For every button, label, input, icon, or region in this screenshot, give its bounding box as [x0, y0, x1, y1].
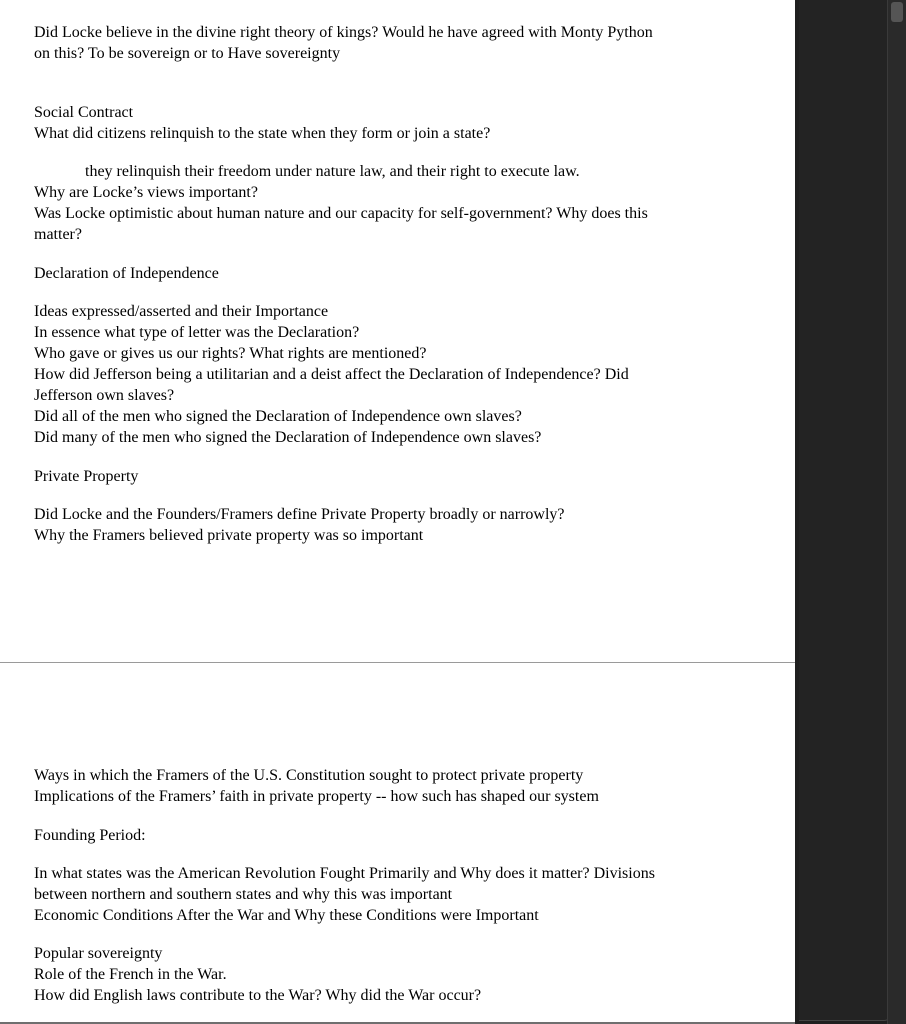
answer-line: they relinquish their freedom under nature law, and their right to execute law.: [85, 163, 580, 180]
text-line: In essence what type of letter was the Declaration?: [34, 324, 360, 341]
text-line: Did Locke and the Founders/Framers define Private Property broadly or narrowly?: [34, 506, 565, 523]
text-line: on this? To be sovereign or to Have sovereignty: [34, 45, 341, 62]
text-line: How did Jefferson being a utilitarian and a deist affect the Declaration of Independence? Did: [34, 366, 629, 383]
text-line: Did all of the men who signed the Declaration of Independence own slaves?: [34, 408, 522, 425]
text-line: matter?: [34, 226, 82, 243]
text-line: Was Locke optimistic about human nature and our capacity for self-government? Why does this: [34, 205, 648, 222]
section-heading: Declaration of Independence: [34, 265, 219, 282]
side-panel-inner: [799, 0, 892, 1021]
text-line: Ways in which the Framers of the U.S. Constitution sought to protect private property: [34, 767, 584, 784]
text-line: Did Locke believe in the divine right theory of kings? Would he have agreed with Monty Python: [34, 24, 653, 41]
text-line: Why the Framers believed private property was so important: [34, 527, 424, 544]
text-line: between northern and southern states and why this was important: [34, 886, 453, 903]
text-line: How did English laws contribute to the War? Why did the War occur?: [34, 987, 482, 1004]
scrollbar-thumb[interactable]: [891, 2, 903, 22]
side-panel: [795, 0, 906, 1024]
text-line: Who gave or gives us our rights? What rights are mentioned?: [34, 345, 427, 362]
text-line: Implications of the Framers’ faith in private property -- how such has shaped our system: [34, 788, 599, 805]
section-heading: Social Contract: [34, 104, 134, 121]
text-line: Popular sovereignty: [34, 945, 163, 962]
scrollbar[interactable]: [887, 0, 906, 1024]
section-heading: Private Property: [34, 468, 139, 485]
text-line: Economic Conditions After the War and Why these Conditions were Important: [34, 907, 539, 924]
text-line: Jefferson own slaves?: [34, 387, 175, 404]
text-line: Role of the French in the War.: [34, 966, 227, 983]
page-break-divider: [0, 662, 795, 663]
text-line: Ideas expressed/asserted and their Importance: [34, 303, 329, 320]
section-heading: Founding Period:: [34, 827, 146, 844]
text-line: What did citizens relinquish to the state when they form or join a state?: [34, 125, 491, 142]
text-line: Did many of the men who signed the Declaration of Independence own slaves?: [34, 429, 542, 446]
text-line: Why are Locke’s views important?: [34, 184, 258, 201]
text-line: In what states was the American Revolution Fought Primarily and Why does it matter? Divisions: [34, 865, 655, 882]
